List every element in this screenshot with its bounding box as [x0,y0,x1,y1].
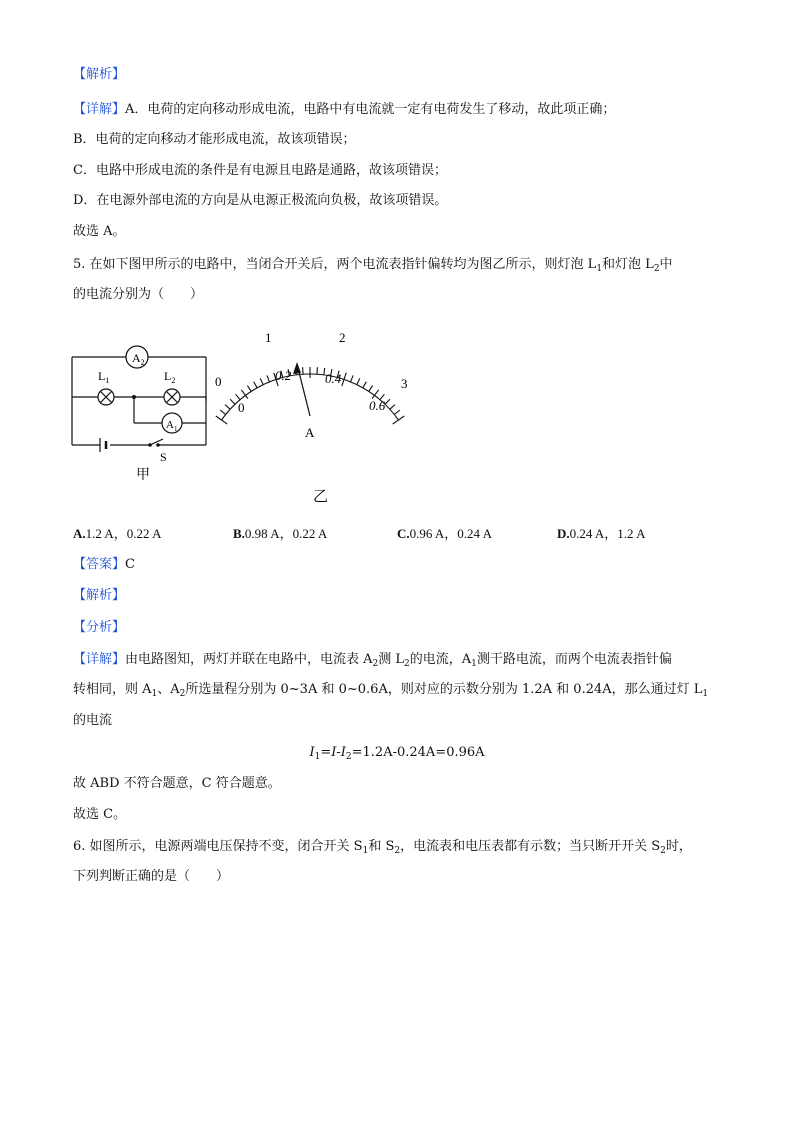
dial-tick [247,386,251,392]
upper-scale-label-2: 2 [339,330,346,345]
dial-tick [369,386,373,392]
figure-jia-caption: 甲 [136,468,150,483]
option-d: D.0.24 A，1.2 A [557,526,646,541]
circuit-diagram-jia [60,335,220,485]
dial-tick [225,405,230,410]
q4-choice: 故选 A。 [73,224,126,239]
dial-tick [220,410,226,414]
q4-option-b-analysis: B．电荷的定向移动才能形成电流，故该项错误； [73,132,356,147]
q5-conclusion: 故 ABD 不符合题意，C 符合题意。 [73,776,281,791]
option-a: A.1.2 A，0.22 A [73,526,162,541]
dial-tick [254,382,257,388]
q5-formula: $I_1=I-I_2=1.2A-0.24A=0.96A$ [309,745,485,762]
q5-fenxi-tag: 【分析】 [73,620,126,635]
lower-scale-label-04: 0.4 [325,371,342,386]
dial-tick [260,378,263,384]
dial-tick [317,367,318,374]
q6-stem-line1: 6. 如图所示，电源两端电压保持不变，闭合开关 $S_1$和 $S_2$，电流表和电压表都有示数；当只断开开关 $S_2$时， [73,839,692,856]
dial-tick [351,375,354,382]
ammeter-a1-label: $A_1$ [166,419,178,433]
lower-scale-label-0: 0 [238,400,245,415]
option-c: C.0.96 A，0.24 A [397,526,492,541]
q4-detail: 【详解】A．电荷的定向移动形成电流，电路中有电流就一定有电荷发生了移动，故此项正确； [73,102,616,117]
ammeter-a2-label: $A_2$ [132,351,145,367]
switch-s-label: S [160,450,167,464]
q5-detail-line1: 【详解】由电路图知，两灯并联在电路中，电流表 $A_2$测 $L_2$的电流，$A_1$测干路电流，而两个电流表指针偏 [73,652,672,669]
analysis-tag: 【解析】 [73,67,126,82]
q5-stem-line2: 的电流分别为（ ） [73,287,204,302]
dial-tick [394,410,400,414]
q5-analysis-tag: 【解析】 [73,588,126,603]
q5-choice: 故选 C。 [73,807,127,822]
ammeter-dial-yi [205,322,425,512]
lower-scale-label-02: 0.2 [275,368,292,383]
dial-tick [390,405,395,410]
dial-tick [267,375,270,382]
dial-tick [363,382,366,388]
option-b: B.0.98 A，0.22 A [233,526,328,541]
upper-scale-label-3: 3 [401,376,408,391]
dial-tick [357,378,360,384]
lamp-l2-label: $L_2$ [164,369,176,385]
q4-option-c-analysis: C．电路中形成电流的条件是有电源且电路是通路，故该项错误； [73,163,447,178]
dial-tick [236,394,241,399]
upper-scale-label-0: 0 [215,374,222,389]
dial-tick [385,399,390,404]
q5-detail-line2: 转相同，则 $A_1$、$A_2$所选量程分别为 0~3A 和 0~0.6A，则对应的示数分别为 1.2A 和 0.24A，那么通过灯 $L_1$ [73,682,709,699]
q6-stem-line2: 下列判断正确的是（ ） [73,869,230,884]
q5-stem-line1: 5. 在如下图甲所示的电路中，当闭合开关后，两个电流表指针偏转均为图乙所示，则灯泡 $L_1$和灯泡 $L_2$中 [73,257,673,274]
lamp-l1-label: $L_1$ [98,369,110,385]
figure-yi-caption: 乙 [313,489,329,505]
q5-answer: 【答案】C [73,557,135,572]
upper-scale-label-1: 1 [265,330,272,345]
q4-option-d-analysis: D．在电源外部电流的方向是从电源正极流向负极，故该项错误。 [73,193,448,208]
dial-tick [303,367,304,374]
lower-scale-label-06: 0.6 [369,398,386,413]
q5-detail-line3: 的电流 [73,713,113,728]
pointer-label-a: A [305,425,315,440]
dial-tick [230,399,235,404]
